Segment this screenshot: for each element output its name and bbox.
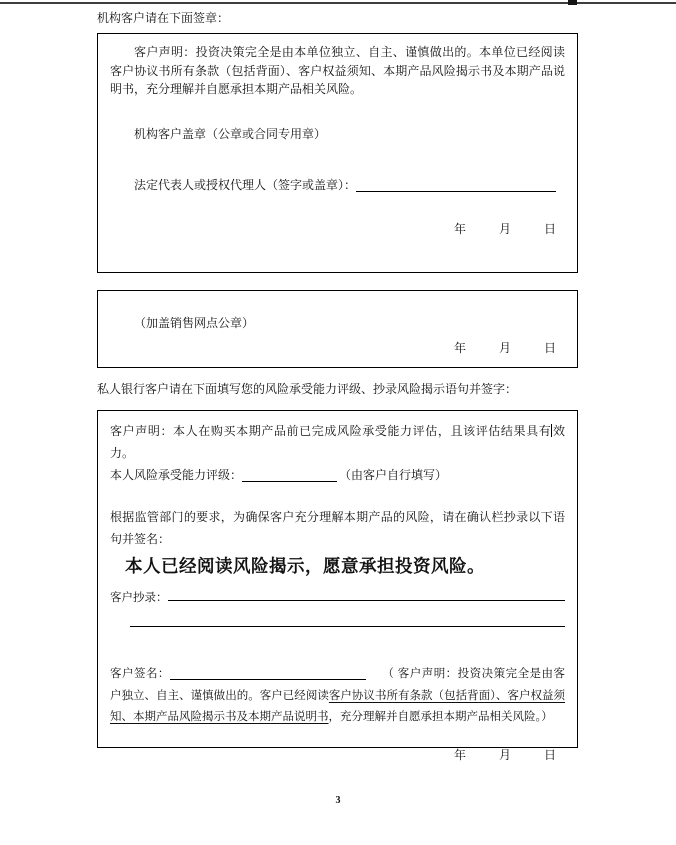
day-label: 日 [543, 341, 556, 355]
date-row-institutional [110, 221, 565, 237]
signature-note-open: （ 客户声明：投资决策完全是由客户独立、自主、谨慎做出的。客户已经阅读 [110, 668, 566, 702]
month-label: 月 [498, 747, 511, 762]
private-declaration [110, 420, 565, 464]
transcription-instruction: 根据监管部门的要求，为确保客户充分理解本期产品的风险，请在确认栏抄录以下语句并签名： [110, 510, 565, 546]
transcription-line-1 [168, 588, 566, 601]
institutional-section-heading: 机构客户请在下面签章： [97, 11, 230, 25]
institutional-declaration: 客户声明：投资决策完全是由本单位独立、自主、谨慎做出的。本单位已经阅读客户协议书所有条款（包括背面）、客户权益须知、本期产品风险揭示书及本期产品说明书，充分理解并自愿承担本期产品相关风险。 [110, 45, 565, 96]
representative-signature-row [134, 176, 565, 194]
year-label: 年 [453, 341, 466, 355]
risk-acknowledgement-statement: 本人已经阅读风险揭示，愿意承担投资风险。 [125, 556, 485, 576]
risk-rating-note: （由客户自行填写） [339, 468, 448, 482]
representative-signature-line [356, 179, 556, 192]
private-declaration-tail: 效力。 [110, 424, 565, 460]
top-edge-marker [568, 0, 577, 5]
page-number: 3 [335, 795, 341, 806]
day-label: 日 [543, 747, 556, 762]
sales-outlet-seal-box [97, 290, 578, 368]
customer-signature-label: 客户签名： [110, 668, 170, 680]
customer-transcription-row [110, 588, 565, 607]
transcription-label: 客户抄录： [110, 592, 168, 604]
private-declaration-text: 客户声明：本人在购买本期产品前已完成风险承受能力评估，且该评估结果具有 [110, 424, 552, 438]
risk-rating-row [110, 464, 565, 486]
day-label: 日 [543, 221, 556, 236]
year-label: 年 [453, 747, 466, 762]
risk-rating-blank-line [242, 469, 337, 482]
private-banking-signature-box [97, 410, 578, 762]
risk-rating-label: 本人风险承受能力评级： [110, 468, 243, 482]
year-label: 年 [453, 221, 466, 236]
date-row-private [110, 747, 565, 763]
customer-signature-paragraph [110, 664, 565, 729]
customer-signature-line [170, 667, 366, 680]
signature-note-close: ，充分理解并自愿承担本期产品相关风险。） [328, 711, 553, 723]
month-label: 月 [498, 221, 511, 236]
private-banking-section-heading: 私人银行客户请在下面填写您的风险承受能力评级、抄录风险揭示语句并签字： [97, 382, 518, 396]
transcription-line-2 [130, 626, 565, 627]
signature-note-underlined-documents: 客户协议书所有条款（包括背面）、客户权益须知、本期产品风险揭示书及本期产品说明书 [110, 689, 566, 723]
date-row-outlet [110, 340, 565, 356]
outlet-seal-note: （加盖销售网点公章） [134, 316, 255, 330]
representative-label: 法定代表人或授权代理人（签字或盖章）： [134, 177, 357, 192]
institutional-seal-label: 机构客户盖章（公章或合同专用章） [134, 126, 327, 141]
institutional-signature-box [97, 33, 578, 273]
month-label: 月 [498, 341, 511, 355]
